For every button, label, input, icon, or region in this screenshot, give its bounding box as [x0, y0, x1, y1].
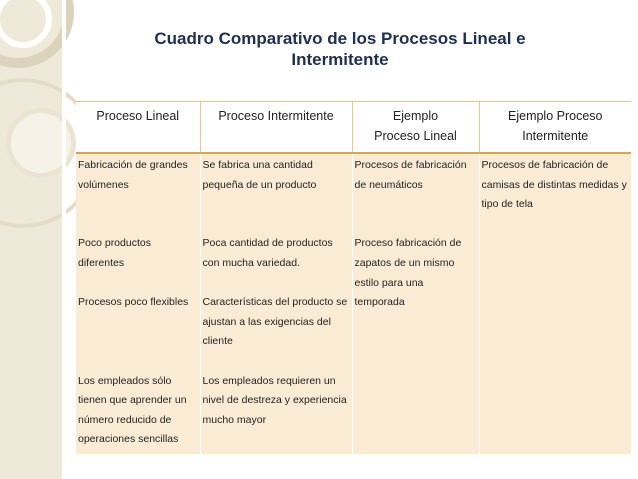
cell-paragraph: Características del producto se ajustan a las exigencias del cliente — [202, 296, 348, 348]
header-text: Proceso Lineal — [96, 109, 180, 123]
table-header-row — [76, 102, 631, 154]
cell-proceso-lineal — [76, 153, 200, 454]
decorative-sidebar — [0, 0, 62, 479]
header-ejemplo-intermitente — [479, 102, 631, 154]
cell-paragraph: Los empleados sólo tienen que aprender un número reducido de operaciones sencillas — [78, 374, 187, 446]
header-text: Ejemplo — [392, 109, 439, 123]
slide-title — [100, 28, 580, 70]
cell-ejemplo-lineal — [352, 153, 479, 454]
cell-paragraph: Se fabrica una cantidad pequeña de un producto — [202, 159, 317, 191]
header-proceso-intermitente — [200, 102, 352, 154]
table-row — [76, 153, 631, 454]
header-proceso-lineal — [76, 102, 200, 154]
header-text: Intermitente — [522, 129, 589, 143]
cell-paragraph: Poco productos diferentes — [78, 237, 151, 269]
comparison-table — [76, 101, 631, 454]
header-text: Ejemplo Proceso — [508, 109, 603, 123]
cell-paragraph: Procesos poco flexibles — [78, 296, 189, 309]
slide-title-line-1: Cuadro Comparativo de los Procesos Lineal e — [154, 29, 526, 48]
slide-title-line-2: Intermitente — [291, 50, 389, 69]
cell-proceso-intermitente — [200, 153, 352, 454]
cell-paragraph: Proceso fabricación de zapatos de un mismo estilo para una temporada — [354, 237, 462, 309]
header-text: Proceso Lineal — [374, 129, 457, 143]
cell-paragraph: Fabricación de grandes volúmenes — [78, 159, 188, 191]
header-ejemplo-lineal — [352, 102, 479, 154]
cell-paragraph: Poca cantidad de productos con mucha variedad. — [202, 237, 333, 269]
cell-paragraph: Procesos de fabricación de neumáticos — [354, 159, 467, 191]
cell-paragraph: Procesos de fabricación de camisas de distintas medidas y tipo de tela — [481, 159, 627, 211]
sidebar-divider — [62, 0, 66, 479]
cell-ejemplo-intermitente — [479, 153, 631, 454]
cell-paragraph: Los empleados requieren un nivel de destreza y experiencia mucho mayor — [202, 374, 347, 426]
header-text: Proceso Intermitente — [218, 109, 334, 123]
